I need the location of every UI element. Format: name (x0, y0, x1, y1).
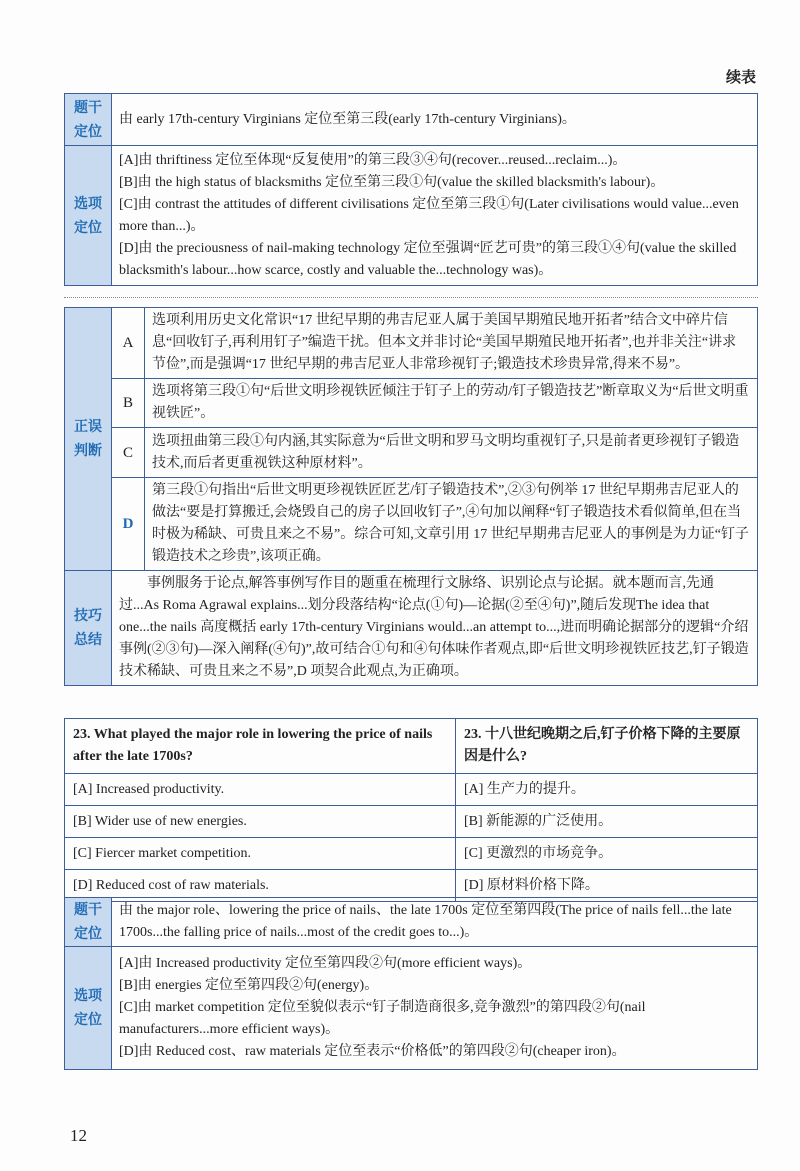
choice-english: [A] Increased productivity. (65, 774, 456, 806)
judgement-table (64, 307, 758, 686)
stem-location-label: 题干定位 (65, 94, 112, 146)
choice-chinese: [B] 新能源的广泛使用。 (456, 806, 758, 838)
tips-text: 事例服务于论点,解答事例写作目的题重在梳理行文脉络、识别论点与论据。就本题而言,先通过...As Roma Agrawal explains...划分段落结构“论点(①句)—论据(②至④句)”,随后发现The idea that one...the nails 高度概括 early 17th-century Virginians would...an attempt to...,进而明确论据部分的逻辑“介绍事例(②③句)—深入阐释(④句)”,故可结合①句和④句体味作者观点,即“后世文明珍视铁匠技艺,钉子锻造技术稀缺、可贵且来之不易”,D 项契合此观点,为正确项。 (112, 571, 758, 686)
choice-chinese: [C] 更激烈的市场竞争。 (456, 838, 758, 870)
analysis-table-23 (64, 897, 758, 1070)
option-location-item: [C]由 market competition 定位至貌似表示“钉子制造商很多,竞争激烈”的第四段②句(nail manufacturers...more efficient ways)。 (119, 1000, 646, 1037)
option-location-item: [C]由 contrast the attitudes of different civilisations 定位至第三段①句(Later civilisations would value...even more than...)。 (119, 196, 739, 234)
choice-english: [D] Reduced cost of raw materials. (65, 870, 456, 902)
analysis-table-22 (64, 93, 758, 286)
stem-location-text: 由 early 17th-century Virginians 定位至第三段(early 17th-century Virginians)。 (112, 94, 758, 146)
stem-location-label: 题干定位 (65, 898, 112, 947)
option-location-item: [B]由 the high status of blacksmiths 定位至第三段①句(value the skilled blacksmith's labour)。 (119, 174, 665, 190)
option-judgement: 第三段①句指出“后世文明更珍视铁匠匠艺/钉子锻造技术”,②③句例举 17 世纪早期弗吉尼亚人的做法“要是打算搬迁,会烧毁自己的房子以回收钉子”,④句加以阐释“钉子锻造技术看似简单,但在当时极为稀缺、可贵且来之不易”。综合可知,文章引用 17 世纪早期弗吉尼亚人的事例是为力证“钉子锻造技术之珍贵”,该项正确。 (145, 478, 758, 571)
choice-english: [C] Fiercer market competition. (65, 838, 456, 870)
choice-chinese: [A] 生产力的提升。 (456, 774, 758, 806)
question-english: 23. What played the major role in lowering the price of nails after the late 1700s? (65, 719, 456, 774)
continued-table-header: 续表 (725, 70, 756, 86)
option-letter: B (112, 379, 145, 428)
option-judgement: 选项扭曲第三段①句内涵,其实际意为“后世文明和罗马文明均重视钉子,只是前者更珍视钉子锻造技术,而后者更重视铁这种原材料”。 (145, 428, 758, 478)
option-location-list (112, 947, 758, 1070)
option-location-label: 选项定位 (65, 947, 112, 1070)
choice-chinese: [D] 原材料价格下降。 (456, 870, 758, 902)
judgement-label: 正误判断 (65, 308, 112, 571)
option-location-item: [B]由 energies 定位至第四段②句(energy)。 (119, 978, 379, 993)
question-chinese: 23. 十八世纪晚期之后,钉子价格下降的主要原因是什么? (456, 719, 758, 774)
stem-location-text: 由 the major role、lowering the price of nails、the late 1700s 定位至第四段(The price of nails fell...the late 1700s...the falling price of nails...most of the credit goes to...)。 (112, 898, 758, 947)
option-judgement: 选项将第三段①句“后世文明珍视铁匠倾注于钉子上的劳动/钉子锻造技艺”断章取义为“后世文明重视铁匠”。 (145, 379, 758, 428)
option-location-item: [D]由 the preciousness of nail-making technology 定位至强调“匠艺可贵”的第三段①④句(value the skilled blacksmith's labour...how scarce, costly and valuable the...technology was)。 (119, 240, 737, 278)
option-location-item: [A]由 thriftiness 定位至体现“反复使用”的第三段③④句(recover...reused...reclaim...)。 (119, 152, 627, 168)
option-location-list (112, 146, 758, 286)
option-location-item: [A]由 Increased productivity 定位至第四段②句(more efficient ways)。 (119, 956, 532, 971)
choice-english: [B] Wider use of new energies. (65, 806, 456, 838)
tips-label: 技巧总结 (65, 571, 112, 686)
page-number: 12 (70, 1126, 87, 1145)
option-location-item: [D]由 Reduced cost、raw materials 定位至表示“价格低”的第四段②句(cheaper iron)。 (119, 1044, 626, 1059)
option-letter: C (112, 428, 145, 478)
option-judgement: 选项利用历史文化常识“17 世纪早期的弗吉尼亚人属于美国早期殖民地开拓者”结合文中碎片信息“回收钉子,再利用钉子”编造干扰。但本文并非讨论“美国早期殖民地开拓者”,也并非关注“讲求节俭”,而是强调“17 世纪早期的弗吉尼亚人非常珍视钉子;锻造技术珍贵异常,得来不易”。 (145, 308, 758, 379)
option-letter: A (112, 308, 145, 379)
option-location-label: 选项定位 (65, 146, 112, 286)
correct-option-letter: D (112, 478, 145, 571)
question-23-table (64, 718, 758, 902)
dotted-divider (64, 297, 758, 298)
